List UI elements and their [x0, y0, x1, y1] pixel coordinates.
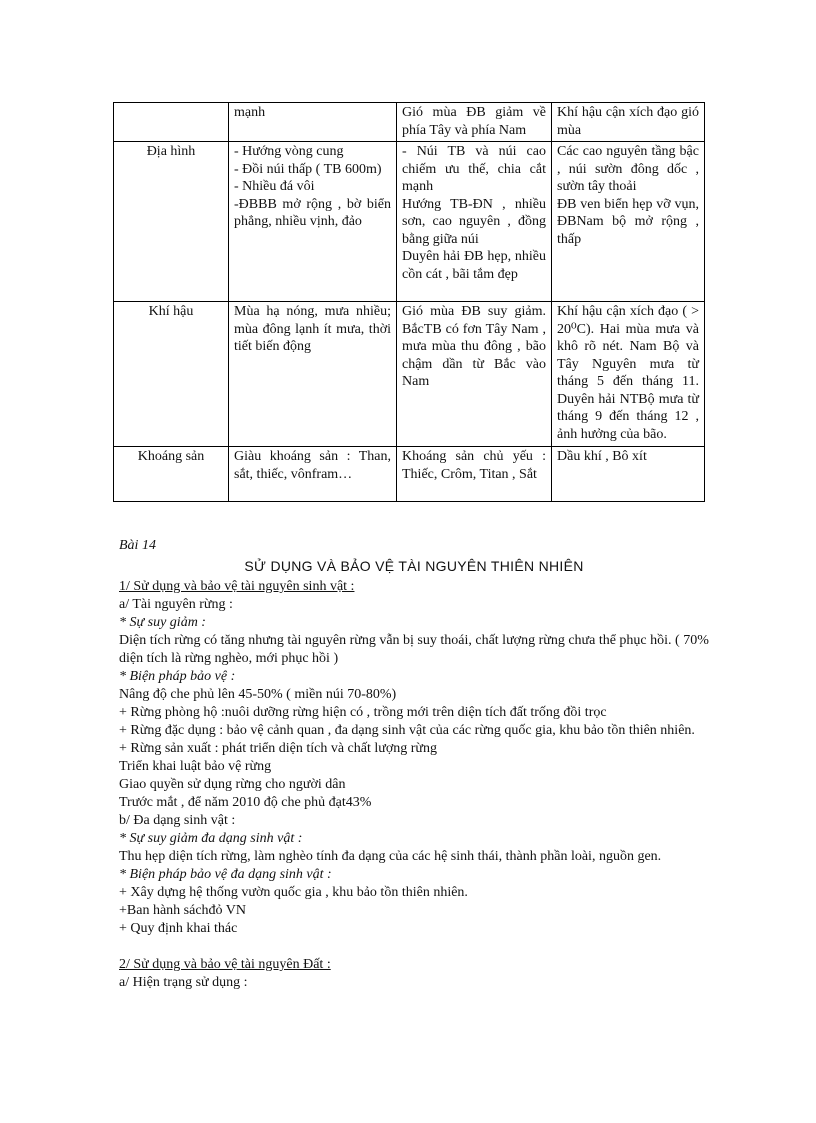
table-cell: mạnh	[229, 103, 397, 142]
table-row	[114, 103, 705, 142]
forest-measure-item: Giao quyền sử dụng rừng cho người dân	[119, 777, 346, 792]
spacer	[119, 938, 709, 956]
table-cell: Khí hậu cận xích đạo gió mùa	[552, 103, 705, 142]
table-row	[114, 447, 705, 502]
section-2-heading: 2/ Sử dụng và bảo vệ tài nguyên Đất :	[119, 957, 331, 972]
region-comparison-table	[113, 102, 705, 502]
forest-measure-item: Nâng độ che phủ lên 45-50% ( miền núi 70-80%)	[119, 687, 397, 702]
table-row	[114, 302, 705, 447]
table-cell: Khí hậu cận xích đạo ( > 20⁰C). Hai mùa mưa và khô rõ nét. Nam Bộ và Tây Nguyên mưa từ tháng 5 đến tháng 11. Duyên hải NTBộ mưa từ tháng 9 đến tháng 12 , ảnh hưởng của bão.	[552, 302, 705, 447]
biodiversity-measures-heading: * Biện pháp bảo vệ đa dạng sinh vật :	[119, 867, 332, 882]
table-cell: Dầu khí , Bô xít	[552, 447, 705, 502]
forest-measures-heading: * Biện pháp bảo vệ :	[119, 669, 236, 684]
subsection-1a-heading: a/ Tài nguyên rừng :	[119, 597, 233, 612]
lesson-title: SỬ DỤNG VÀ BẢO VỆ TÀI NGUYÊN THIÊN NHIÊN	[244, 558, 584, 574]
biodiversity-decline-text: Thu hẹp diện tích rừng, làm nghèo tính đa dạng của các hệ sinh thái, thành phần loài, nguồn gen.	[119, 849, 662, 864]
table-cell: Mùa hạ nóng, mưa nhiều; mùa đông lạnh ít mưa, thời tiết biến động	[229, 302, 397, 447]
section-1-heading: 1/ Sử dụng và bảo vệ tài nguyên sinh vật :	[119, 579, 355, 594]
row-label: Địa hình	[114, 142, 229, 302]
forest-measure-item: + Rừng phòng hộ :nuôi dưỡng rừng hiện có , trồng mới trên diện tích đất trống đồi trọc	[119, 705, 607, 720]
forest-measure-item: Triển khai luật bảo vệ rừng	[119, 759, 272, 774]
forest-measure-item: Trước mắt , để năm 2010 độ che phủ đạt43%	[119, 795, 372, 810]
table-cell: Gió mùa ĐB giảm về phía Tây và phía Nam	[397, 103, 552, 142]
table-cell: - Hướng vòng cung - Đồi núi thấp ( TB 600m) - Nhiều đá vôi -ĐBBB mở rộng , bờ biển phẳng, nhiều vịnh, đảo	[229, 142, 397, 302]
biodiversity-decline-heading: * Sự suy giảm đa dạng sinh vật :	[119, 831, 303, 846]
table-cell: - Núi TB và núi cao chiếm ưu thế, chia cắt mạnh Hướng TB-ĐN , nhiều sơn, cao nguyên , đồng bằng giữa núi Duyên hải ĐB hẹp, nhiều cồn cát , bãi tắm đẹp	[397, 142, 552, 302]
row-label: Khoáng sản	[114, 447, 229, 502]
forest-measure-item: + Rừng đặc dụng : bảo vệ cảnh quan , đa dạng sinh vật của các rừng quốc gia, khu bảo tồn thiên nhiên.	[119, 723, 695, 738]
forest-decline-heading: * Sự suy giảm :	[119, 615, 206, 630]
subsection-1b-heading: b/ Đa dạng sinh vật :	[119, 813, 236, 828]
lesson-number: Bài 14	[119, 538, 156, 553]
forest-decline-text: Diện tích rừng có tăng nhưng tài nguyên rừng vẫn bị suy thoái, chất lượng rừng chưa thể phục hồi. ( 70% diện tích là rừng nghèo, mới phục hồi )	[119, 633, 709, 666]
row-label	[114, 103, 229, 142]
table-cell: Giàu khoáng sản : Than, sắt, thiếc, vônfram…	[229, 447, 397, 502]
table-cell: Gió mùa ĐB suy giảm. BắcTB có fơn Tây Nam , mưa mùa thu đông , bão chậm dần từ Bắc vào Nam	[397, 302, 552, 447]
table-cell: Khoáng sản chủ yếu : Thiếc, Crôm, Titan , Sắt	[397, 447, 552, 502]
table-row	[114, 142, 705, 302]
biodiversity-measure-item: +Ban hành sáchđỏ VN	[119, 903, 247, 918]
table-cell: Các cao nguyên tầng bậc , núi sườn đông dốc , sườn tây thoải ĐB ven biển hẹp vỡ vụn, ĐBNam bộ mở rộng , thấp	[552, 142, 705, 302]
biodiversity-measure-item: + Quy định khai thác	[119, 921, 238, 936]
subsection-2a-heading: a/ Hiện trạng sử dụng :	[119, 975, 248, 990]
lesson-section	[119, 537, 709, 992]
forest-measure-item: + Rừng sản xuất : phát triển diện tích và chất lượng rừng	[119, 741, 437, 756]
biodiversity-measure-item: + Xây dựng hệ thống vườn quốc gia , khu bảo tồn thiên nhiên.	[119, 885, 468, 900]
row-label: Khí hậu	[114, 302, 229, 447]
